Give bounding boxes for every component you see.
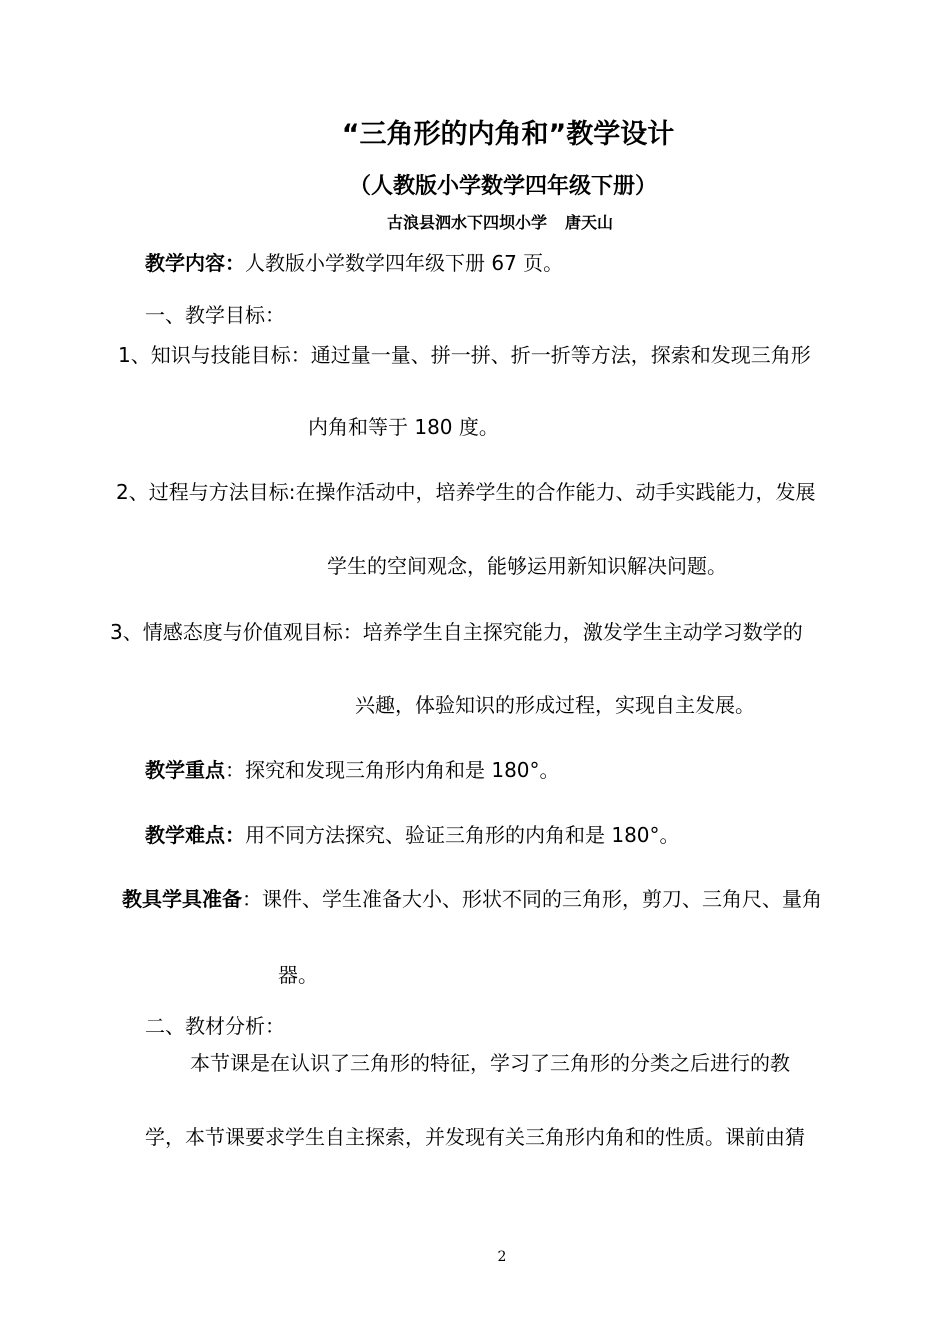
teaching-content-label: 教学内容： xyxy=(145,251,245,275)
tools-text: ：课件、学生准备大小、形状不同的三角形，剪刀、三角尺、量角 xyxy=(242,887,822,911)
tools-label: 教具学具准备 xyxy=(122,887,242,911)
page-number: 2 xyxy=(497,1249,507,1265)
goal-2-line-2: 学生的空间观念，能够运用新知识解决问题。 xyxy=(327,554,727,578)
key-point-label: 教学重点 xyxy=(145,758,225,782)
analysis-line-2: 学，本节课要求学生自主探索，并发现有关三角形内角和的性质。课前由猜 xyxy=(145,1125,805,1149)
key-point-text: ：探究和发现三角形内角和是 180°。 xyxy=(225,758,560,782)
teaching-content-text: 人教版小学数学四年级下册 67 页。 xyxy=(245,251,564,275)
difficulty-text: 用不同方法探究、验证三角形的内角和是 180°。 xyxy=(245,823,680,847)
goal-1-line-1: 1、知识与技能目标：通过量一量、拼一拼、折一折等方法，探索和发现三角形 xyxy=(118,343,811,367)
document-subtitle: （人教版小学数学四年级下册） xyxy=(348,174,657,199)
section-heading-analysis: 二、教材分析： xyxy=(145,1014,285,1038)
tools-line-2: 器。 xyxy=(278,963,318,987)
teaching-key-point xyxy=(145,757,560,783)
goal-1-line-2: 内角和等于 180 度。 xyxy=(308,415,499,439)
teaching-tools xyxy=(122,886,822,912)
teaching-content xyxy=(145,250,563,276)
goal-3-line-1: 3、情感态度与价值观目标：培养学生自主探究能力，激发学生主动学习数学的 xyxy=(110,620,803,644)
section-heading-goals: 一、教学目标： xyxy=(145,303,285,327)
difficulty-label: 教学难点： xyxy=(145,823,245,847)
analysis-line-1: 本节课是在认识了三角形的特征，学习了三角形的分类之后进行的教 xyxy=(190,1051,790,1075)
goal-3-line-2: 兴趣，体验知识的形成过程，实现自主发展。 xyxy=(355,693,755,717)
teaching-difficulty xyxy=(145,822,680,848)
document-title: “三角形的内角和”教学设计 xyxy=(341,119,675,150)
goal-2-line-1: 2、过程与方法目标:在操作活动中，培养学生的合作能力、动手实践能力，发展 xyxy=(116,480,816,504)
author-name: 唐天山 xyxy=(565,213,614,232)
author-school: 古浪县泗水下四坝小学 xyxy=(386,213,547,232)
author-line xyxy=(0,212,950,234)
